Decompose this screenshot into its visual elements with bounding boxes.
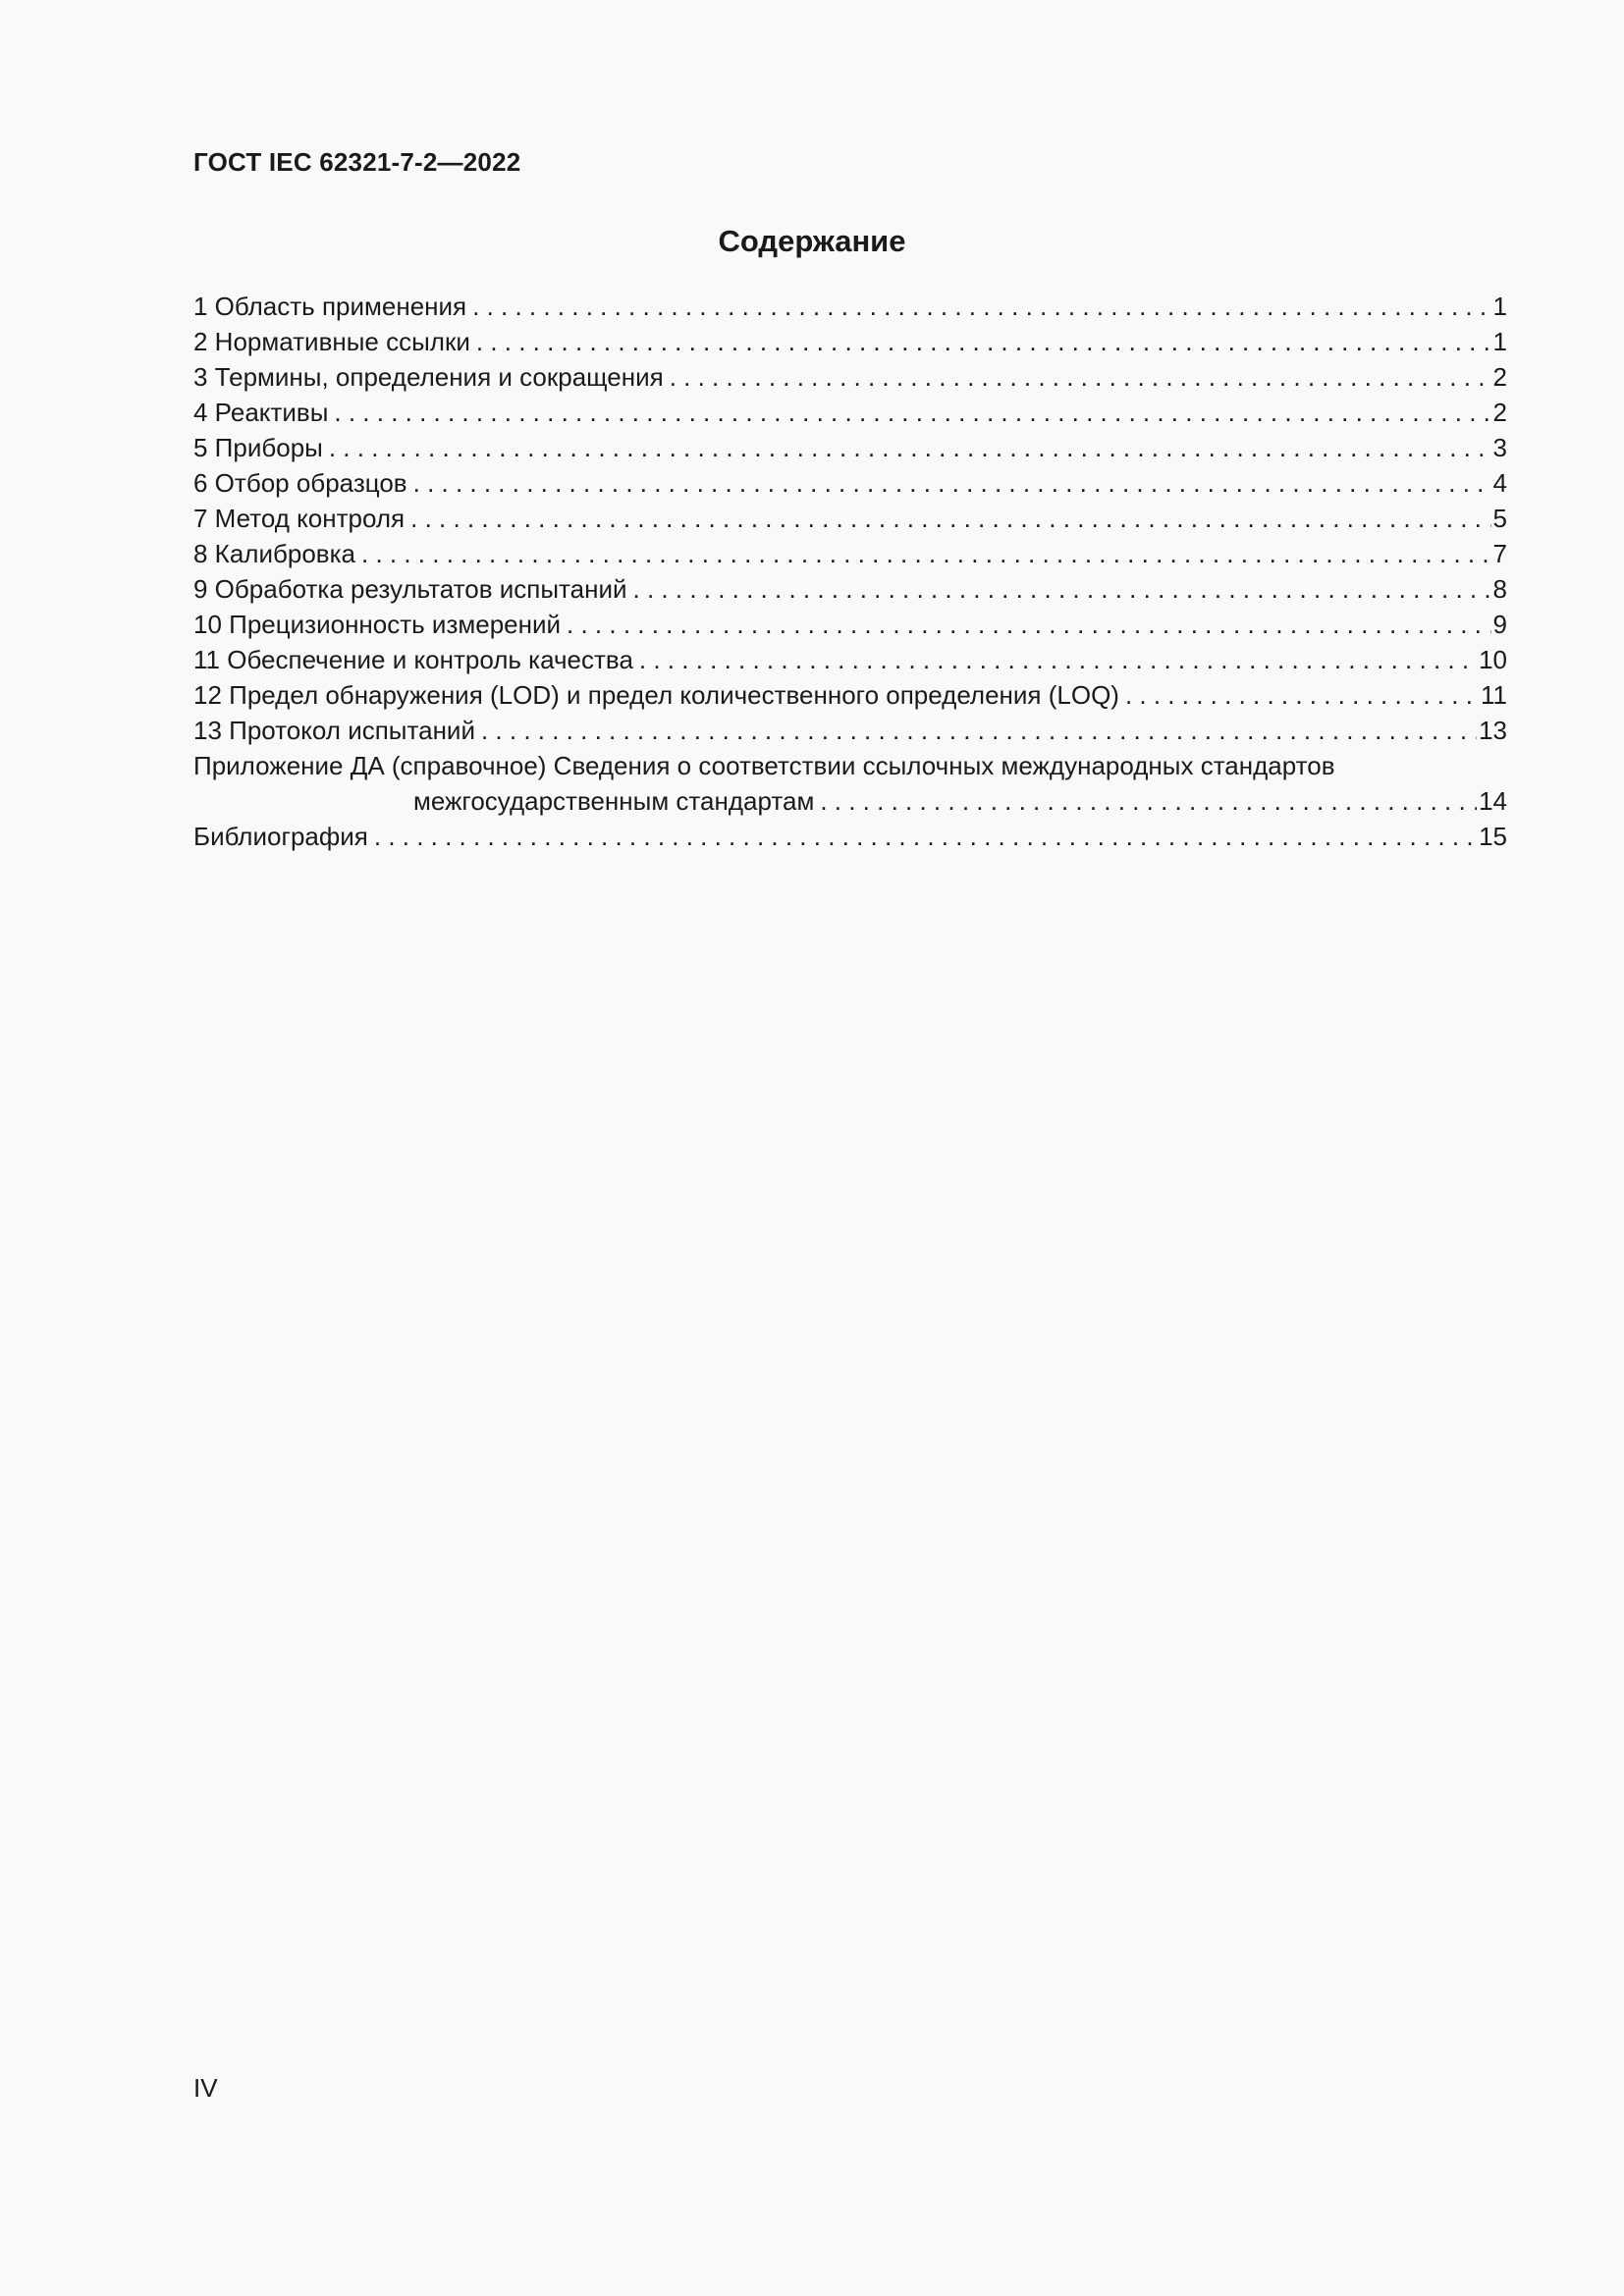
table-of-contents bbox=[193, 289, 1507, 854]
toc-item-4[interactable] bbox=[193, 395, 1507, 430]
toc-item-label: 13 Протокол испытаний bbox=[193, 716, 475, 745]
toc-leader-dots bbox=[413, 465, 1491, 501]
toc-item-page: 1 bbox=[1492, 292, 1507, 321]
document-code: ГОСТ IEC 62321-7-2—2022 bbox=[193, 147, 521, 177]
toc-item-label: 12 Предел обнаружения (LOD) и предел количественного определения (LOQ) bbox=[193, 680, 1119, 710]
toc-leader-dots bbox=[374, 819, 1477, 854]
toc-item-page: 13 bbox=[1479, 716, 1507, 745]
toc-leader-dots bbox=[329, 430, 1491, 465]
toc-item-page: 8 bbox=[1492, 574, 1507, 604]
toc-leader-dots bbox=[1125, 677, 1479, 713]
toc-item-8[interactable] bbox=[193, 536, 1507, 571]
toc-annex-title[interactable]: Приложение ДА (справочное) Сведения о соответствии ссылочных международных стандартов bbox=[193, 751, 1335, 780]
toc-item-13[interactable] bbox=[193, 713, 1507, 748]
toc-leader-dots bbox=[410, 501, 1490, 536]
toc-leader-dots bbox=[361, 536, 1491, 571]
toc-item-7[interactable] bbox=[193, 501, 1507, 536]
toc-item-page: 9 bbox=[1492, 610, 1507, 639]
toc-item-page: 11 bbox=[1481, 680, 1507, 710]
toc-leader-dots bbox=[670, 359, 1491, 395]
toc-item-10[interactable] bbox=[193, 607, 1507, 642]
toc-annex-label-continuation: межгосударственным стандартам bbox=[413, 786, 815, 816]
toc-item-label: 10 Прецизионность измерений bbox=[193, 610, 562, 639]
toc-item-label: 3 Термины, определения и сокращения bbox=[193, 362, 664, 392]
toc-item-page: 7 bbox=[1492, 539, 1507, 568]
toc-annex[interactable] bbox=[193, 783, 1507, 819]
toc-item-label: 6 Отбор образцов bbox=[193, 468, 407, 498]
toc-leader-dots bbox=[567, 607, 1491, 642]
toc-item-page: 3 bbox=[1492, 433, 1507, 462]
toc-item-label: 7 Метод контроля bbox=[193, 504, 406, 533]
toc-leader-dots bbox=[633, 571, 1491, 607]
toc-leader-dots bbox=[472, 289, 1490, 324]
toc-item-label: 11 Обеспечение и контроль качества bbox=[193, 645, 633, 674]
toc-leader-dots bbox=[334, 395, 1490, 430]
toc-item-label: 2 Нормативные ссылки bbox=[193, 327, 470, 356]
toc-item-page: 10 bbox=[1479, 645, 1507, 674]
toc-item-label: 5 Приборы bbox=[193, 433, 323, 462]
toc-item-label: 4 Реактивы bbox=[193, 398, 329, 427]
toc-item-5[interactable] bbox=[193, 430, 1507, 465]
toc-bibliography[interactable] bbox=[193, 819, 1507, 854]
toc-item-page: 1 bbox=[1492, 327, 1507, 356]
toc-item-page: 2 bbox=[1492, 398, 1507, 427]
toc-item-6[interactable] bbox=[193, 465, 1507, 501]
toc-item-12[interactable] bbox=[193, 677, 1507, 713]
toc-item-page: 5 bbox=[1492, 504, 1507, 533]
toc-annex-page: 14 bbox=[1479, 786, 1507, 816]
toc-leader-dots bbox=[481, 713, 1477, 748]
toc-item-9[interactable] bbox=[193, 571, 1507, 607]
toc-item-2[interactable] bbox=[193, 324, 1507, 359]
toc-item-3[interactable] bbox=[193, 359, 1507, 395]
toc-item-1[interactable] bbox=[193, 289, 1507, 324]
toc-item-page: 2 bbox=[1492, 362, 1507, 392]
toc-item-label: 8 Калибровка bbox=[193, 539, 356, 568]
toc-bibliography-label: Библиография bbox=[193, 822, 368, 851]
page-number: IV bbox=[193, 2073, 218, 2103]
toc-item-label: 9 Обработка результатов испытаний bbox=[193, 574, 627, 604]
toc-item-page: 4 bbox=[1492, 468, 1507, 498]
toc-leader-dots bbox=[639, 642, 1477, 677]
toc-leader-dots bbox=[476, 324, 1491, 359]
toc-item-label: 1 Область применения bbox=[193, 292, 467, 321]
toc-title: Содержание bbox=[718, 224, 906, 258]
toc-item-11[interactable] bbox=[193, 642, 1507, 677]
toc-bibliography-page: 15 bbox=[1479, 822, 1507, 851]
toc-leader-dots bbox=[820, 783, 1477, 819]
